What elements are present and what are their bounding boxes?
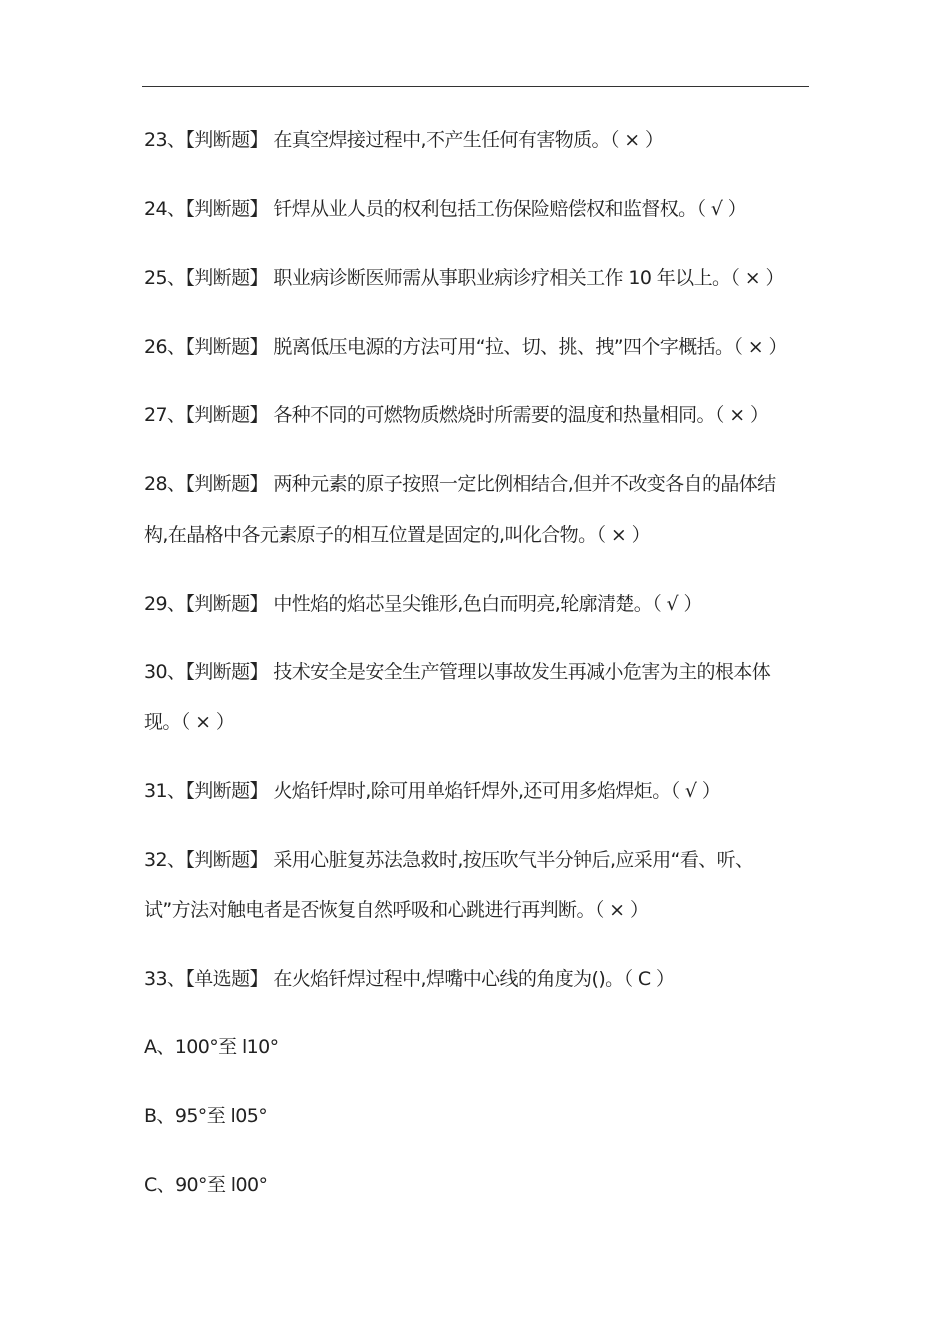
header-rule — [142, 86, 809, 87]
question-33: 33、【单选题】 在火焰钎焊过程中,焊嘴中心线的角度为()。（ C ） — [144, 968, 675, 990]
question-29: 29、【判断题】 中性焰的焰芯呈尖锥形,色白而明亮,轮廓清楚。（ √ ） — [144, 593, 702, 615]
question-32-line-1: 32、【判断题】 采用心脏复苏法急救时,按压吹气半分钟后,应采用“看、听、 — [144, 849, 754, 871]
question-28-line-2: 构,在晶格中各元素原子的相互位置是固定的,叫化合物。（ × ） — [144, 524, 650, 546]
question-27: 27、【判断题】 各种不同的可燃物质燃烧时所需要的温度和热量相同。（ × ） — [144, 404, 769, 426]
option-a: A、100°至 l10° — [144, 1036, 279, 1058]
question-28-line-1: 28、【判断题】 两种元素的原子按照一定比例相结合,但并不改变各自的晶体结 — [144, 473, 776, 495]
question-26: 26、【判断题】 脱离低压电源的方法可用“拉、切、挑、拽”四个字概括。（ × ） — [144, 336, 787, 358]
question-31: 31、【判断题】 火焰钎焊时,除可用单焰钎焊外,还可用多焰焊炬。（ √ ） — [144, 780, 721, 802]
option-b: B、95°至 l05° — [144, 1105, 268, 1127]
question-23: 23、【判断题】 在真空焊接过程中,不产生任何有害物质。（ × ） — [144, 129, 664, 151]
option-c: C、90°至 l00° — [144, 1174, 268, 1196]
question-24: 24、【判断题】 钎焊从业人员的权利包括工伤保险赔偿权和监督权。（ √ ） — [144, 198, 747, 220]
question-25: 25、【判断题】 职业病诊断医师需从事职业病诊疗相关工作 10 年以上。（ × ） — [144, 267, 784, 289]
question-30-line-2: 现。（ × ） — [144, 711, 235, 733]
question-32-line-2: 试”方法对触电者是否恢复自然呼吸和心跳进行再判断。（ × ） — [144, 899, 649, 921]
question-30-line-1: 30、【判断题】 技术安全是安全生产管理以事故发生再减小危害为主的根本体 — [144, 661, 771, 683]
